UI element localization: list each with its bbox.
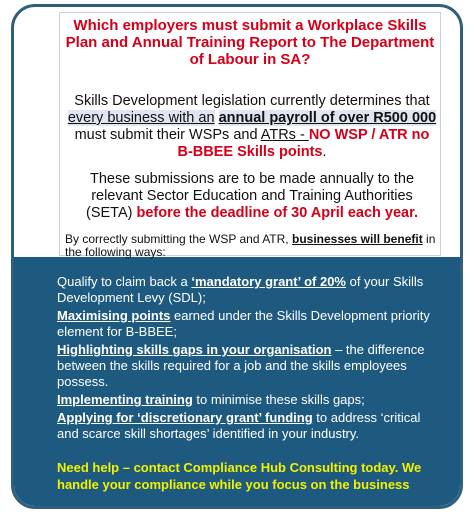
legislation-text-5: must submit their WSPs and — [74, 127, 261, 143]
benefit-intro — [65, 233, 438, 259]
atrs-text: ATRs — [260, 127, 296, 143]
benefit-intro-text-1: By correctly submitting the WSP and ATR, — [65, 232, 292, 246]
benefit-intro-strong: businesses will benefit — [291, 232, 423, 246]
dash-text: - — [295, 127, 309, 143]
benefit-item — [57, 342, 440, 390]
legislation-text-1: Skills Development legislation currently determines that — [74, 93, 430, 109]
benefit-text: of your Skills Development Levy (SDL); — [57, 274, 424, 305]
benefit-text: – the difference between the skills required for a job and the skills employees possess. — [57, 342, 425, 389]
benefit-item — [57, 308, 440, 340]
benefit-strong: Applying for ‘discretionary grant’ funding — [57, 410, 313, 425]
benefit-strong: Highlighting skills gaps in your organisation — [57, 342, 332, 357]
benefit-item — [57, 410, 440, 442]
deadline-paragraph — [66, 171, 438, 222]
benefit-text: Qualify to claim back a — [57, 274, 192, 289]
benefit-strong: Implementing training — [57, 392, 193, 407]
legislation-period: . — [322, 144, 327, 160]
benefit-item — [57, 392, 440, 408]
benefit-text: earned under the Skills Development priority element for B-BBEE; — [57, 308, 430, 339]
info-card — [11, 4, 463, 509]
benefit-item — [57, 274, 440, 306]
benefits-list — [57, 274, 440, 442]
deadline-highlight: before the deadline of 30 April each year. — [136, 205, 418, 221]
help-callout: Need help – contact Compliance Hub Consulting today. We handle your compliance while you focus on the business — [57, 460, 422, 492]
legislation-text-2: every business with an — [67, 110, 215, 126]
benefit-text: to minimise these skills gaps; — [192, 392, 365, 407]
benefit-intro-text-3: in the following ways: — [65, 232, 436, 259]
benefit-text: to address ‘critical and scarce skill shortages’ identified in your industry. — [57, 410, 421, 441]
legislation-space — [215, 110, 219, 126]
white-text-box — [59, 12, 441, 259]
payroll-threshold: annual payroll of over R500 000 — [218, 110, 437, 126]
heading: Which employers must submit a Workplace Skills Plan and Annual Training Report to The Department of Labour in SA? — [65, 17, 435, 68]
deadline-text: These submissions are to be made annually to the relevant Sector Education and Training Authorities (SETA) — [86, 171, 415, 221]
benefit-strong: Maximising points — [57, 308, 171, 323]
benefit-strong: ‘mandatory grant’ of 20% — [191, 274, 346, 289]
no-wsp-warning: NO WSP / ATR no B-BBEE Skills points — [177, 127, 430, 160]
legislation-paragraph — [66, 93, 438, 161]
